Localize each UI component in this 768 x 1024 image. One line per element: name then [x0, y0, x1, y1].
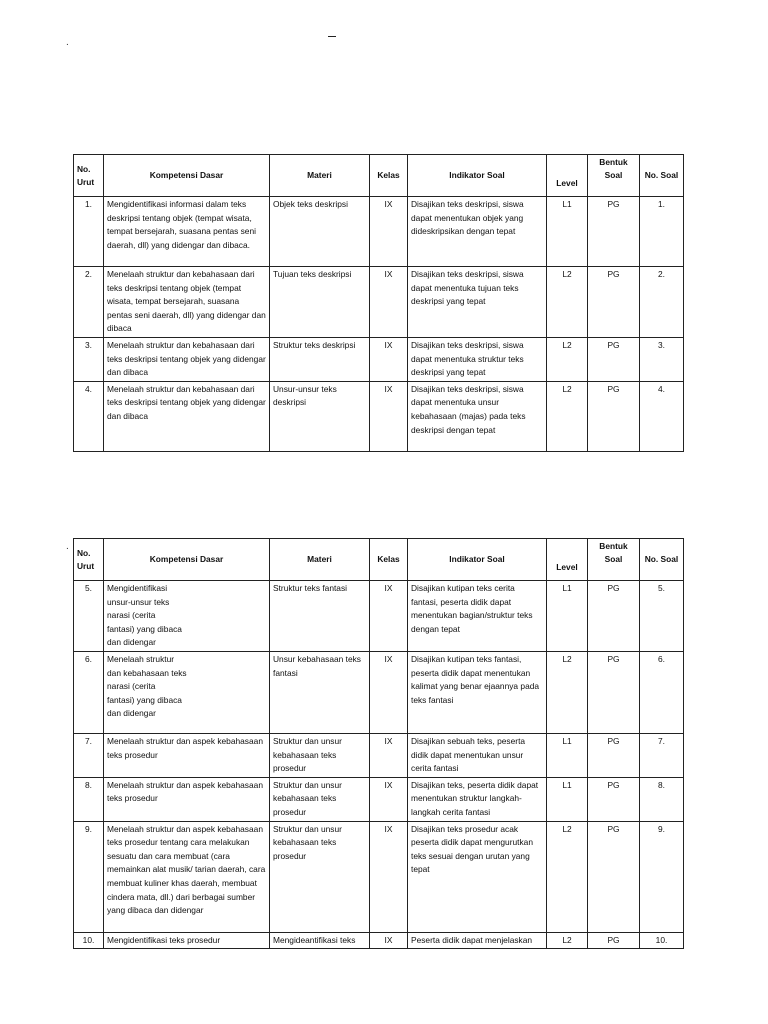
- table-header-row: [74, 539, 684, 581]
- cell-level: L1: [547, 777, 588, 821]
- cell-materi: Tujuan teks deskripsi: [270, 267, 370, 338]
- stray-mark: .: [66, 37, 69, 48]
- cell-kelas: IX: [370, 821, 408, 932]
- cell-bentuk: PG: [588, 777, 640, 821]
- header-materi: Materi: [270, 155, 370, 197]
- cell-bentuk: PG: [588, 651, 640, 733]
- cell-bentuk: PG: [588, 821, 640, 932]
- cell-kelas: IX: [370, 651, 408, 733]
- cell-level: L2: [547, 267, 588, 338]
- cell-no: 1.: [74, 197, 104, 267]
- header-no-soal: No. Soal: [640, 155, 684, 197]
- cell-no-soal: 2.: [640, 267, 684, 338]
- cell-indikator: Disajikan sebuah teks, peserta didik dapat menentukan unsur cerita fantasi: [408, 733, 547, 777]
- cell-materi: Struktur teks deskripsi: [270, 337, 370, 381]
- cell-kelas: IX: [370, 932, 408, 949]
- cell-no: 9.: [74, 821, 104, 932]
- table-row: [74, 581, 684, 652]
- cell-kompetensi: Menelaah struktur dan kebahasaan dari teks deskripsi tentang objek (tempat wisata, tempat bersejarah, suasana pentas seni daerah, dll) yang didengar dan dibaca: [104, 267, 270, 338]
- cell-materi: Unsur kebahasaan teks fantasi: [270, 651, 370, 733]
- cell-no: 10.: [74, 932, 104, 949]
- cell-materi: Struktur dan unsur kebahasaan teks prosedur: [270, 777, 370, 821]
- cell-kompetensi: Menelaah struktur dan kebahasaan teks narasi (cerita fantasi) yang dibaca dan didengar: [104, 651, 270, 733]
- table-row: [74, 267, 684, 338]
- cell-level: L1: [547, 197, 588, 267]
- cell-kelas: IX: [370, 381, 408, 451]
- cell-indikator: Disajikan teks deskripsi, siswa dapat menentuka tujuan teks deskripsi yang tepat: [408, 267, 547, 338]
- table-row: [74, 821, 684, 932]
- cell-level: L2: [547, 932, 588, 949]
- cell-no: 6.: [74, 651, 104, 733]
- cell-kompetensi: Mengidentifikasi unsur-unsur teks narasi (cerita fantasi) yang dibaca dan didengar: [104, 581, 270, 652]
- cell-no-soal: 10.: [640, 932, 684, 949]
- cell-level: L2: [547, 337, 588, 381]
- cell-kompetensi: Menelaah struktur dan aspek kebahasaan teks prosedur: [104, 777, 270, 821]
- table-row: [74, 337, 684, 381]
- cell-materi: Objek teks deskripsi: [270, 197, 370, 267]
- cell-kelas: IX: [370, 197, 408, 267]
- header-level: Level: [547, 155, 588, 197]
- kisi-kisi-table-2: [73, 538, 684, 949]
- cell-no: 5.: [74, 581, 104, 652]
- cell-bentuk: PG: [588, 337, 640, 381]
- cell-indikator: Disajikan teks deskripsi, siswa dapat menentuka struktur teks deskripsi yang tepat: [408, 337, 547, 381]
- cell-no-soal: 6.: [640, 651, 684, 733]
- cell-no-soal: 9.: [640, 821, 684, 932]
- cell-bentuk: PG: [588, 581, 640, 652]
- cell-no-soal: 1.: [640, 197, 684, 267]
- cell-no-soal: 7.: [640, 733, 684, 777]
- cell-level: L1: [547, 581, 588, 652]
- table-row: [74, 651, 684, 733]
- cell-bentuk: PG: [588, 197, 640, 267]
- cell-no: 3.: [74, 337, 104, 381]
- cell-kelas: IX: [370, 777, 408, 821]
- cell-materi: Mengideantifikasi teks: [270, 932, 370, 949]
- table-row: [74, 777, 684, 821]
- header-kelas: Kelas: [370, 539, 408, 581]
- header-level: Level: [547, 539, 588, 581]
- cell-materi: Unsur-unsur teks deskripsi: [270, 381, 370, 451]
- cell-kompetensi: Mengidentifikasi informasi dalam teks deskripsi tentang objek (tempat wisata, tempat bersejarah, suasana pentas seni daerah, dll) yang didengar dan dibaca.: [104, 197, 270, 267]
- kisi-kisi-table-1: [73, 154, 684, 452]
- cell-kompetensi: Mengidentifikasi teks prosedur: [104, 932, 270, 949]
- cell-indikator: Disajikan teks, peserta didik dapat menentukan struktur langkah-langkah cerita fantasi: [408, 777, 547, 821]
- cell-no: 2.: [74, 267, 104, 338]
- cell-kompetensi: Menelaah struktur dan aspek kebahasaan teks prosedur tentang cara melakukan sesuatu dan cara membuat (cara memainkan alat musik/ tarian daerah, cara membuat kuliner khas daerah, membuat cindera mata, dll.) dari berbagai sumber yang dibaca dan didengar: [104, 821, 270, 932]
- table-row: [74, 197, 684, 267]
- cell-level: L2: [547, 821, 588, 932]
- cell-indikator: Disajikan teks deskripsi, siswa dapat menentuka unsur kebahasaan (majas) pada teks deskripsi dengan tepat: [408, 381, 547, 451]
- cell-bentuk: PG: [588, 381, 640, 451]
- table-header-row: [74, 155, 684, 197]
- cell-no-soal: 8.: [640, 777, 684, 821]
- cell-bentuk: PG: [588, 932, 640, 949]
- header-indikator-soal: Indikator Soal: [408, 155, 547, 197]
- cell-bentuk: PG: [588, 733, 640, 777]
- cell-kelas: IX: [370, 581, 408, 652]
- cell-no-soal: 3.: [640, 337, 684, 381]
- cell-bentuk: PG: [588, 267, 640, 338]
- header-no-urut: No. Urut: [74, 539, 104, 581]
- header-bentuk-soal: Bentuk Soal: [588, 539, 640, 581]
- cell-kompetensi: Menelaah struktur dan kebahasaan dari teks deskripsi tentang objek yang didengar dan dibaca: [104, 337, 270, 381]
- header-no-soal: No. Soal: [640, 539, 684, 581]
- cell-kelas: IX: [370, 337, 408, 381]
- header-indikator-soal: Indikator Soal: [408, 539, 547, 581]
- cell-kelas: IX: [370, 733, 408, 777]
- header-no-urut: No. Urut: [74, 155, 104, 197]
- cell-materi: Struktur dan unsur kebahasaan teks prosedur: [270, 733, 370, 777]
- header-kompetensi-dasar: Kompetensi Dasar: [104, 155, 270, 197]
- cell-kompetensi: Menelaah struktur dan aspek kebahasaan teks prosedur: [104, 733, 270, 777]
- cell-no: 4.: [74, 381, 104, 451]
- header-kompetensi-dasar: Kompetensi Dasar: [104, 539, 270, 581]
- table-row: [74, 733, 684, 777]
- cell-no-soal: 4.: [640, 381, 684, 451]
- cell-indikator: Disajikan teks deskripsi, siswa dapat menentukan objek yang dideskripsikan dengan tepat: [408, 197, 547, 267]
- table-row: [74, 381, 684, 451]
- cell-level: L2: [547, 381, 588, 451]
- cell-indikator: Disajikan kutipan teks cerita fantasi, peserta didik dapat menentukan bagian/struktur teks dengan tepat: [408, 581, 547, 652]
- table-row: [74, 932, 684, 949]
- cell-indikator: Disajikan kutipan teks fantasi, peserta didik dapat menentukan kalimat yang benar ejaannya pada teks fantasi: [408, 651, 547, 733]
- cell-indikator: Disajikan teks prosedur acak peserta didik dapat mengurutkan teks sesuai dengan urutan yang tepat: [408, 821, 547, 932]
- cell-materi: Struktur teks fantasi: [270, 581, 370, 652]
- cell-level: L1: [547, 733, 588, 777]
- header-bentuk-soal: Bentuk Soal: [588, 155, 640, 197]
- stray-dash: [328, 36, 336, 37]
- cell-materi: Struktur dan unsur kebahasaan teks prosedur: [270, 821, 370, 932]
- stray-mark: .: [66, 541, 69, 552]
- cell-no: 8.: [74, 777, 104, 821]
- cell-no: 7.: [74, 733, 104, 777]
- cell-indikator: Peserta didik dapat menjelaskan: [408, 932, 547, 949]
- cell-no-soal: 5.: [640, 581, 684, 652]
- cell-kelas: IX: [370, 267, 408, 338]
- header-kelas: Kelas: [370, 155, 408, 197]
- cell-kompetensi: Menelaah struktur dan kebahasaan dari teks deskripsi tentang objek yang didengar dan dibaca: [104, 381, 270, 451]
- cell-level: L2: [547, 651, 588, 733]
- header-materi: Materi: [270, 539, 370, 581]
